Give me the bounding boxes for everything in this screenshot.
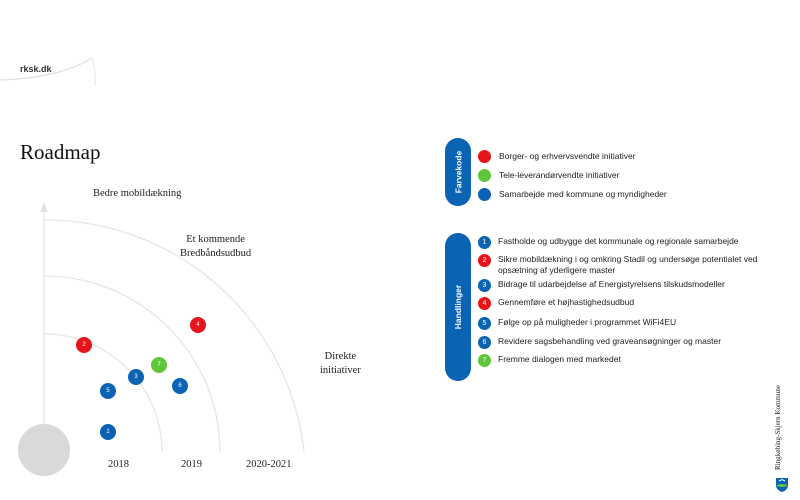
legend-item: Borger- og erhvervsvendte initiativer [478, 150, 636, 163]
action-item: 4 Gennemføre et højhastighedsudbud [478, 297, 783, 310]
year-2018: 2018 [108, 459, 129, 470]
label-direct-initiatives: Direkte initiativer [320, 351, 361, 376]
roadmap-point-7: 7 [151, 357, 167, 373]
roadmap-arc-2019 [44, 276, 220, 452]
roadmap-origin [18, 424, 70, 476]
action-number-badge: 7 [478, 354, 491, 367]
action-item: 2 Sikre mobildækning i og omkring Stadil og undersøge potentialet ved opsætning af yderligere master [478, 254, 783, 276]
action-number-badge: 6 [478, 336, 491, 349]
site-url: rksk.dk [20, 64, 52, 74]
action-item: 7 Fremme dialogen med markedet [478, 354, 783, 367]
roadmap-point-2: 2 [76, 337, 92, 353]
label-mobile-coverage: Bedre mobildækning [93, 188, 182, 199]
roadmap-point-6: 6 [172, 378, 188, 394]
legend-item: Samarbejde med kommune og myndigheder [478, 188, 667, 201]
legend-heading-pill [445, 138, 471, 206]
action-item: 3 Bidrage til udarbejdelse af Energistyrelsens tilskudsmodeller [478, 279, 783, 292]
legend-item: Tele-leverandørvendte initiativer [478, 169, 619, 182]
roadmap-point-3: 3 [128, 369, 144, 385]
crest-icon [775, 477, 789, 493]
action-number-badge: 1 [478, 236, 491, 249]
year-2019: 2019 [181, 459, 202, 470]
roadmap-point-1: 1 [100, 424, 116, 440]
action-item: 5 Følge op på muligheder i programmet WiFi4EU [478, 317, 783, 330]
actions-heading-pill [445, 233, 471, 381]
label-broadband-tender: Et kommende Bredbåndsudbud [180, 234, 252, 259]
roadmap-point-4: 4 [190, 317, 206, 333]
page-title: Roadmap [20, 140, 101, 164]
action-number-badge: 4 [478, 297, 491, 310]
action-number-badge: 2 [478, 254, 491, 267]
municipality-name: Ringkøbing-Skjern Kommune [774, 385, 782, 470]
roadmap-axis-arrow [40, 202, 48, 212]
legend-blue-dot [478, 188, 491, 201]
action-item: 6 Revidere sagsbehandling ved graveansøgninger og master [478, 336, 783, 349]
legend-heading: Farvekode [453, 150, 463, 194]
legend-green-dot [478, 169, 491, 182]
actions-heading: Handlinger [453, 284, 463, 330]
legend-red-dot [478, 150, 491, 163]
year-2020-2021: 2020-2021 [246, 459, 292, 470]
roadmap-point-5: 5 [100, 383, 116, 399]
action-item: 1 Fastholde og udbygge det kommunale og regionale samarbejde [478, 236, 783, 249]
action-number-badge: 3 [478, 279, 491, 292]
roadmap-arc-2020 [44, 220, 304, 452]
action-number-badge: 5 [478, 317, 491, 330]
